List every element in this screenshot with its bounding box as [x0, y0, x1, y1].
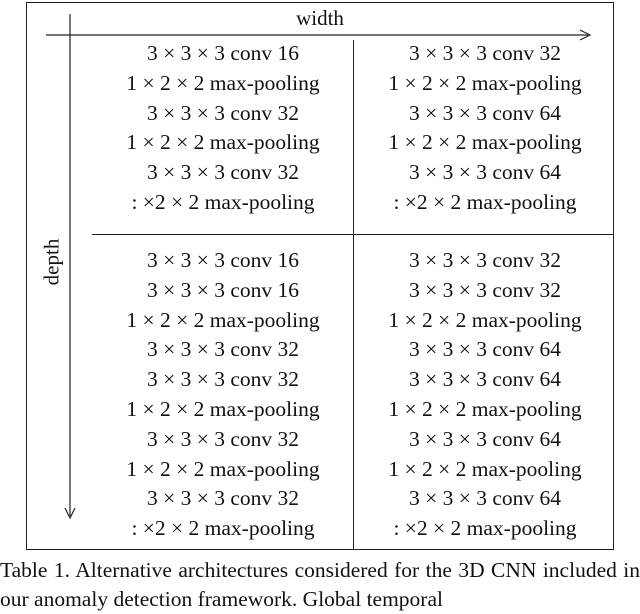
cell-bottom-right — [354, 246, 616, 544]
layer-row: 3 × 3 × 3 conv 64 — [408, 100, 562, 125]
layer-row: 3 × 3 × 3 conv 64 — [408, 160, 562, 185]
cell-bottom-left — [92, 246, 354, 544]
layer-row: 3 × 3 × 3 conv 32 — [408, 41, 562, 65]
layer-row: : ×2 × 2 max-pooling — [131, 189, 315, 214]
layer-row: 3 × 3 × 3 conv 32 — [146, 160, 300, 185]
layer-row: : ×2 × 2 max-pooling — [131, 516, 315, 541]
width-axis-label: width — [296, 6, 344, 30]
depth-axis-label: depth — [39, 238, 64, 286]
layer-row: 3 × 3 × 3 conv 32 — [146, 100, 300, 125]
layer-row: 1 × 2 × 2 max-pooling — [388, 456, 582, 481]
layer-row: 1 × 2 × 2 max-pooling — [126, 307, 320, 332]
layer-row: 3 × 3 × 3 conv 64 — [408, 337, 562, 362]
layer-row: 3 × 3 × 3 conv 64 — [408, 426, 562, 451]
layer-row: 3 × 3 × 3 conv 32 — [408, 248, 562, 272]
layer-row: 1 × 2 × 2 max-pooling — [388, 70, 582, 95]
layer-row: 1 × 2 × 2 max-pooling — [126, 456, 320, 481]
layer-row: 1 × 2 × 2 max-pooling — [388, 130, 582, 155]
layer-row: 3 × 3 × 3 conv 32 — [146, 367, 300, 392]
layer-row: 3 × 3 × 3 conv 16 — [146, 248, 300, 272]
layer-row: 3 × 3 × 3 conv 32 — [146, 486, 300, 511]
layer-row: 3 × 3 × 3 conv 32 — [146, 337, 300, 362]
table-caption: Table 1. Alternative architectures considered for the 3D CNN included in our anomaly detection framework. Global temporal — [0, 558, 640, 611]
layer-row: 3 × 3 × 3 conv 32 — [146, 426, 300, 451]
layer-row: 1 × 2 × 2 max-pooling — [388, 307, 582, 332]
layer-row: 1 × 2 × 2 max-pooling — [126, 70, 320, 95]
layer-row: 1 × 2 × 2 max-pooling — [126, 396, 320, 421]
layer-row: 1 × 2 × 2 max-pooling — [388, 396, 582, 421]
layer-row: : ×2 × 2 max-pooling — [393, 516, 577, 541]
layer-row: 1 × 2 × 2 max-pooling — [126, 130, 320, 155]
layer-row: 3 × 3 × 3 conv 32 — [408, 277, 562, 302]
layer-row: 3 × 3 × 3 conv 16 — [146, 277, 300, 302]
cell-top-left — [92, 39, 354, 218]
cell-top-right — [354, 39, 616, 218]
layer-row: : ×2 × 2 max-pooling — [393, 189, 577, 214]
layer-row: 3 × 3 × 3 conv 64 — [408, 367, 562, 392]
layer-row: 3 × 3 × 3 conv 64 — [408, 486, 562, 511]
layer-row: 3 × 3 × 3 conv 16 — [146, 41, 300, 65]
